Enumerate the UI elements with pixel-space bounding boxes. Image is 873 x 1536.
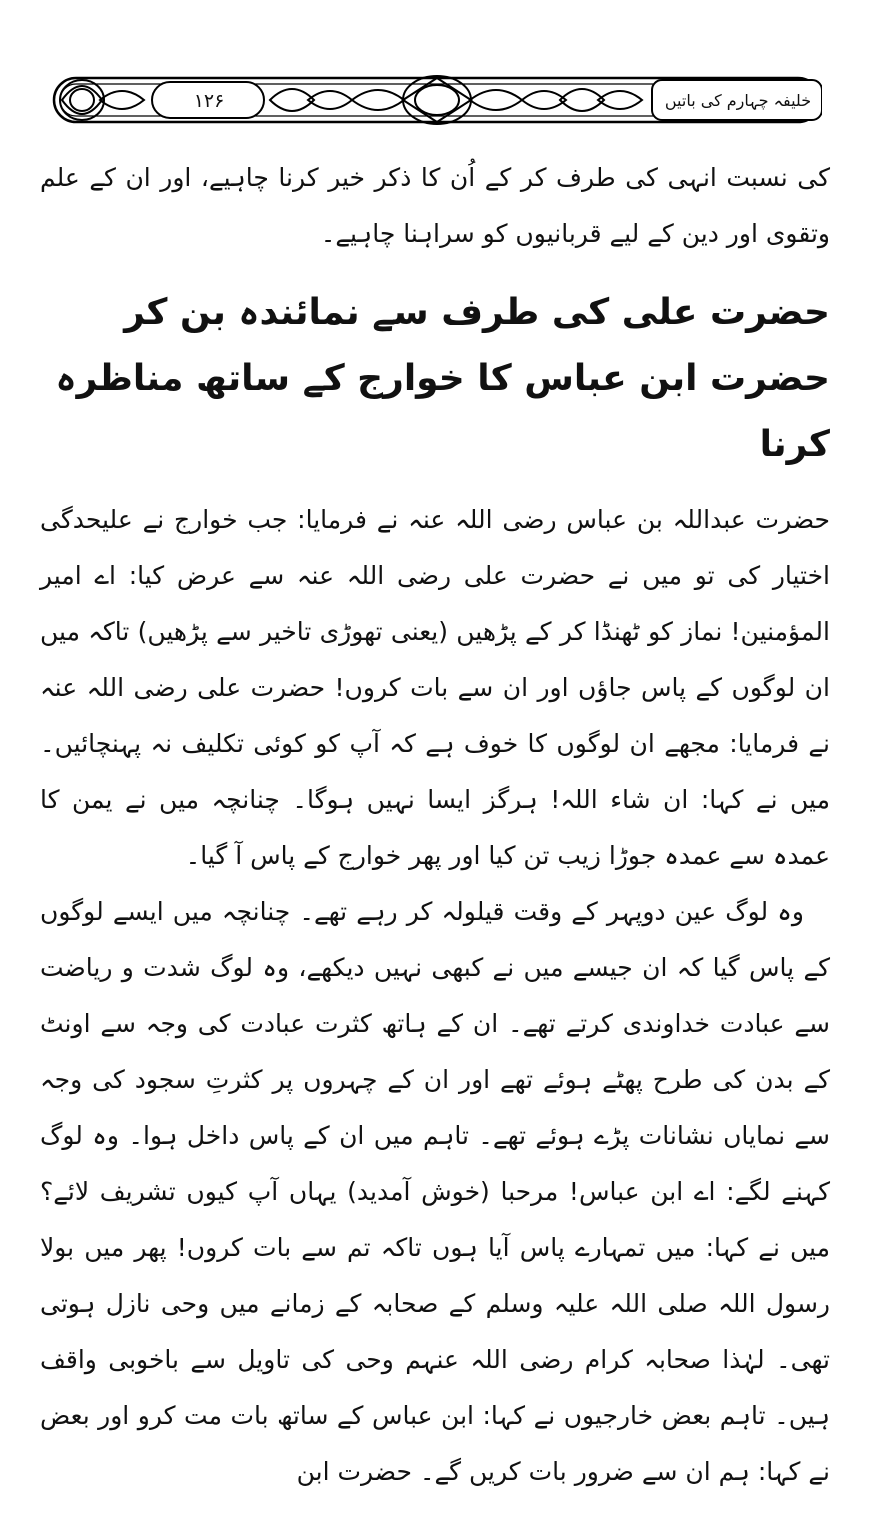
body-paragraph-1: حضرت عبداللہ بن عباس رضی اللہ عنہ نے فرمایا: جب خوارج نے علیحدگی اختیار کی تو میں نے حضرت علی رضی اللہ عنہ سے عرض کیا: اے امیر المؤمنین! نماز کو ٹھنڈا کر کے پڑھیں (یعنی تھوڑی تاخیر سے پڑھیں) تاکہ میں ان لوگوں کے پاس جاؤں اور ان سے بات کروں! حضرت علی رضی اللہ عنہ نے فرمایا: مجھے ان لوگوں کا خوف ہے کہ آپ کو کوئی تکلیف نہ پہنچائیں۔ میں نے کہا: ان شاء اللہ! ہرگز ایسا نہیں ہوگا۔ چنانچہ میں نے یمن کا عمدہ سے عمدہ جوڑا زیب تن کیا اور پھر خوارج کے پاس آ گیا۔	[40, 505, 830, 870]
left-knot-ornament	[60, 80, 144, 120]
page-number: ۱۲۶	[193, 90, 225, 112]
middle-ornament-left	[270, 89, 352, 111]
middle-ornament-right	[522, 89, 642, 111]
section-heading: حضرت علی کی طرف سے نمائندہ بن کر حضرت ابن عباس کا خوارج کے ساتھ مناظرہ کرنا	[55, 292, 830, 465]
running-title: خلیفہ چہارم کی باتیں	[664, 91, 812, 110]
body-paragraph-2: وہ لوگ عین دوپہر کے وقت قیلولہ کر رہے تھے۔ چنانچہ میں ایسے لوگوں کے پاس گیا کہ ان جیسے میں نے کبھی نہیں دیکھے، وہ لوگ شدت و ریاضت سے عبادت خداوندی کرتے تھے۔ ان کے ہاتھ کثرت عبادت کی وجہ سے اونٹ کے بدن کی طرح پھٹے ہوئے تھے اور ان کے چہروں پر کثرتِ سجود کی وجہ سے نمایاں نشانات پڑے ہوئے تھے۔ تاہم میں ان کے پاس داخل ہوا۔ وہ لوگ کہنے لگے: اے ابن عباس! مرحبا (خوش آمدید) یہاں آپ کیوں تشریف لائے؟ میں نے کہا: میں تمہارے پاس آیا ہوں تاکہ تم سے بات کروں! پھر میں بولا رسول اللہ صلی اللہ علیہ وسلم کے صحابہ کے زمانے میں وحی نازل ہوتی تھی۔ لہٰذا صحابہ کرام رضی اللہ عنہم وحی کی تاویل سے باخوبی واقف ہیں۔ تاہم بعض خارجیوں نے کہا: ابن عباس کے ساتھ بات مت کرو اور بعض نے کہا: ہم ان سے ضرور بات کریں گے۔ حضرت ابن	[40, 897, 830, 1486]
intro-paragraph: کی نسبت انہی کی طرف کر کے اُن کا ذکر خیر کرنا چاہیے، اور ان کے علم وتقوی اور دین کے لیے قربانیوں کو سراہنا چاہیے۔	[40, 163, 830, 248]
page-header	[52, 72, 822, 128]
center-medallion-ornament	[352, 76, 522, 124]
page-content	[40, 150, 830, 1500]
